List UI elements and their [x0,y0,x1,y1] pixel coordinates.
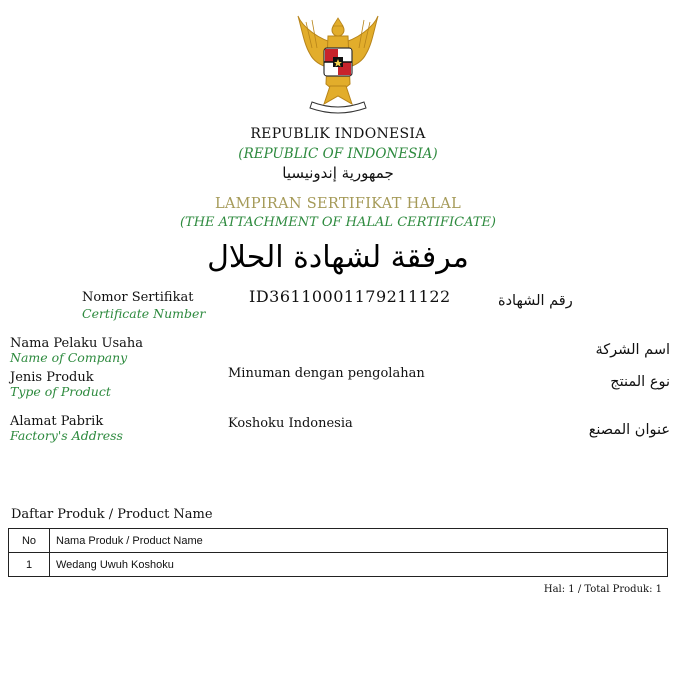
product-type-value: Minuman dengan pengolahan [228,366,425,381]
product-type-label: Jenis Produk [10,370,94,385]
table-header-row [9,529,668,553]
certificate-number-value: ID36110001179211122 [249,287,451,306]
product-name-cell: Wedang Uwuh Koshoku [50,553,668,577]
product-list-title: Daftar Produk / Product Name [11,507,213,522]
attachment-title-arabic: مرفقة لشهادة الحلال [207,240,469,275]
company-name-label-english: Name of Company [10,350,128,365]
product-table [8,528,668,577]
factory-address-label-arabic: عنوان المصنع [588,422,670,438]
factory-address-label: Alamat Pabrik [10,414,104,429]
country-title-arabic: جمهورية إندونيسيا [282,164,394,182]
factory-address-value: Koshoku Indonesia [228,416,353,431]
company-name-label: Nama Pelaku Usaha [10,336,143,351]
row-number-cell: 1 [9,553,50,577]
company-name-label-arabic: اسم الشركة [595,342,670,358]
column-header-no: No [9,529,50,553]
table-row [9,553,668,577]
garuda-emblem-icon [288,14,388,114]
certificate-number-label-arabic: رقم الشهادة [498,293,573,309]
product-type-label-arabic: نوع المنتج [610,374,670,390]
attachment-title: LAMPIRAN SERTIFIKAT HALAL [214,196,462,212]
country-title-english: (REPUBLIC OF INDONESIA) [238,146,438,162]
column-header-product-name: Nama Produk / Product Name [50,529,668,553]
certificate-number-label: Nomor Sertifikat [82,290,194,305]
page-info: Hal: 1 / Total Produk: 1 [543,584,662,595]
product-type-label-english: Type of Product [10,384,111,399]
factory-address-label-english: Factory's Address [10,428,123,443]
attachment-title-english: (THE ATTACHMENT OF HALAL CERTIFICATE) [179,215,497,230]
country-title: REPUBLIK INDONESIA [250,126,426,142]
certificate-number-label-english: Certificate Number [82,306,206,321]
